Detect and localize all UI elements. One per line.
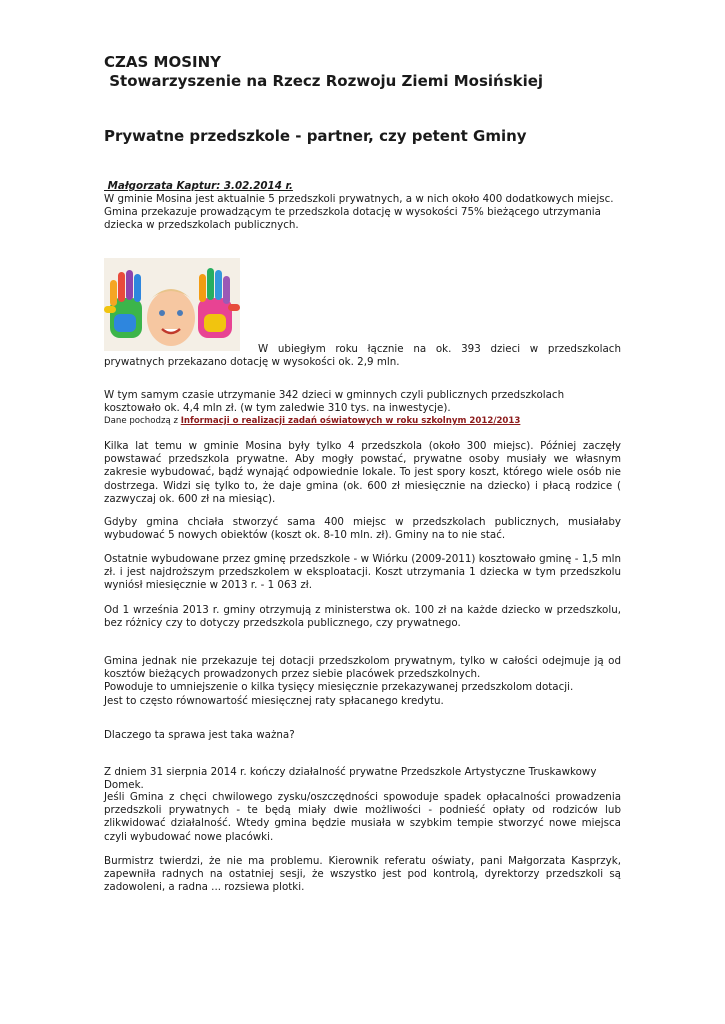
wiorek-paragraph: Ostatnie wybudowane przez gminę przedszkole - w Wiórku (2009-2011) kosztowało gminę - 1,5 mln zł. i jest najdroższym przedszkolem w eksploatacji. Koszt utrzymania 1 dziecka w tym przedszkolu wyniósł miesięcznie w 2013 r. - 1 063 zł. bbox=[104, 553, 621, 592]
withhold-line-3: Jest to często równowartość miesięcznej raty spłacanego kredytu. bbox=[104, 694, 444, 707]
mayor-paragraph: Burmistrz twierdzi, że nie ma problemu. Kierownik referatu oświaty, pani Małgorzata Kasprzyk, zapewniła radnych na ostatniej sesji, że wszystko jest pod kontrolą, dyrektorzy przedszkoli są zadowoleni, a radna ... rozsiewa plotki. bbox=[104, 855, 621, 894]
costs-paragraph: W tym samym czasie utrzymanie 342 dzieci w gminnych czyli publicznych przedszkolach kosztowało ok. 4,4 mln zł. (w tym zaledwie 310 tys. na inwestycje). bbox=[104, 389, 565, 415]
withhold-paragraph bbox=[104, 655, 621, 708]
withhold-line-1: Gmina jednak nie przekazuje tej dotacji przedszkolom prywatnym, tylko w całości odejmuje ją od kosztów bieżących prowadzonych przez siebie placówek przedszkolnych. bbox=[104, 655, 621, 681]
article-headline: Prywatne przedszkole - partner, czy petent Gminy bbox=[104, 127, 527, 145]
source-prefix: Dane pochodzą z bbox=[104, 416, 181, 426]
question-paragraph: Dlaczego ta sprawa jest taka ważna? bbox=[104, 729, 295, 741]
site-title: CZAS MOSINY bbox=[104, 53, 221, 71]
site-subtitle: Stowarzyszenie na Rzecz Rozwoju Ziemi Mosińskiej bbox=[104, 72, 544, 90]
withhold-line-2: Powoduje to umniejszenie o kilka tysięcy miesięcznie przekazywanej przedszkolom dotacji. bbox=[104, 681, 574, 694]
if-paragraph: Jeśli Gmina z chęci chwilowego zysku/oszczędności spowoduje spadek opłacalności prowadzenia przedszkoli prywatnych - te będą miały dwie możliwości - podnieść opłaty od rodziców lub zlikwidować działalność. Wtedy gmina będzie musiała w szybkim tempie stworzyć nowe miejsca czyli wybudować nowe placówki. bbox=[104, 791, 621, 843]
source-link[interactable]: Informacji o realizacji zadań oświatowych w roku szkolnym 2012/2013 bbox=[180, 416, 521, 426]
build-paragraph: Gdyby gmina chciała stworzyć sama 400 miejsc w przedszkolach publicznych, musiałaby wybudować 5 nowych obiektów (koszt ok. 8-10 mln. zł). Gminy na to nie stać. bbox=[104, 516, 621, 542]
child-painted-hands-photo bbox=[104, 258, 240, 351]
image-caption-paragraph: W ubiegłym roku łącznie na ok. 393 dzieci w przedszkolach prywatnych przekazano dotację w wysokości ok. 2,9 mln. bbox=[104, 343, 621, 369]
history-paragraph: Kilka lat temu w gminie Mosina były tylko 4 przedszkola (około 300 miejsc). Później zaczęły powstawać przedszkola prywatne. Aby mogły powstać, prywatne osoby musiały we własnym zakresie wybudować, bądź wynająć odpowiednie lokale. To jest spory koszt, którego wiele osób nie dostrzega. Widzi się tylko to, że daje gmina (ok. 600 zł miesięcznie na dziecko) i płacą rodzice ( zazwyczaj ok. 600 zł na miesiąc). bbox=[104, 440, 621, 505]
ministry-paragraph: Od 1 września 2013 r. gminy otrzymują z ministerstwa ok. 100 zł na każde dziecko w przedszkolu, bez różnicy czy to dotyczy przedszkola publicznego, czy prywatnego. bbox=[104, 604, 621, 630]
closing-paragraph: Z dniem 31 sierpnia 2014 r. kończy działalność prywatne Przedszkole Artystyczne Truskawkowy Domek. bbox=[104, 766, 597, 792]
source-line bbox=[104, 415, 520, 427]
intro-paragraph: W gminie Mosina jest aktualnie 5 przedszkoli prywatnych, a w nich około 400 dodatkowych miejsc. Gmina przekazuje prowadzącym te przedszkola dotację w wysokości 75% bieżącego utrzymania dziecka w przedszkolach publicznych. bbox=[104, 193, 614, 232]
article-byline: Małgorzata Kaptur: 3.02.2014 r. bbox=[104, 180, 293, 192]
